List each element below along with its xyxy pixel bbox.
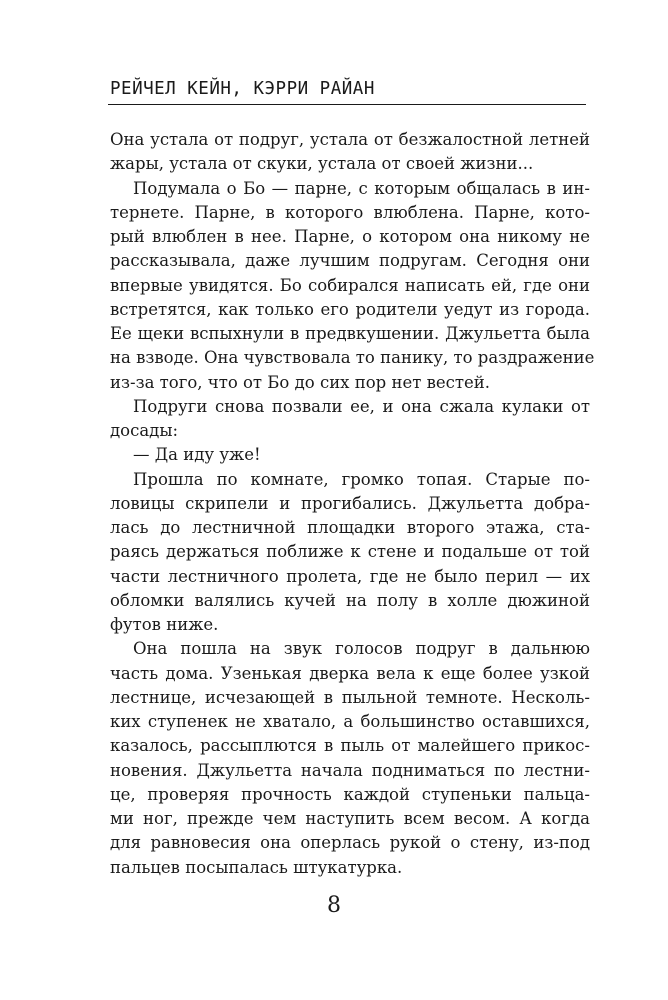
text-line: лась до лестничной площадки второго этажа, ста- bbox=[110, 518, 590, 537]
text-line: части лестничного пролета, где не было перил — их bbox=[110, 566, 590, 586]
text-line: казалось, рассыплются в пыль от малейшего прикос- bbox=[110, 736, 590, 756]
text-line: — Да иду уже! bbox=[133, 445, 261, 465]
text-line: ловицы скрипели и прогибались. Джульетта добра- bbox=[110, 493, 590, 513]
text-line: ми ног, прежде чем наступить всем весом. А когда bbox=[110, 809, 590, 828]
body-text bbox=[110, 128, 595, 880]
text-line: Ее щеки вспыхнули в предвкушении. Джульетта была bbox=[110, 324, 590, 343]
text-line: ких ступенек не хватало, а большинство оставшихся, bbox=[110, 712, 590, 731]
header-rule bbox=[108, 104, 586, 105]
text-line: пальцев посыпалась штукатурка. bbox=[110, 857, 403, 877]
text-line: для равновесия она оперлась рукой о стену, из-под bbox=[110, 833, 590, 853]
text-line: впервые увидятся. Бо собирался написать ей, где они bbox=[110, 275, 590, 295]
text-line: из-за того, что от Бо до сих пор нет вестей. bbox=[110, 372, 491, 392]
text-line: Подумала о Бо — парне, с которым общалась в ин- bbox=[133, 178, 590, 198]
running-head: РЕЙЧЕЛ КЕЙН, КЭРРИ РАЙАН bbox=[110, 79, 375, 99]
text-line: рый влюблен в нее. Парне, о котором она никому не bbox=[110, 227, 590, 246]
text-line: футов ниже. bbox=[110, 615, 219, 634]
text-line: лестнице, исчезающей в пыльной темноте. Несколь- bbox=[110, 687, 590, 707]
text-line: жары, устала от скуки, устала от своей жизни... bbox=[110, 154, 534, 174]
text-line: це, проверяя прочность каждой ступеньки пальца- bbox=[110, 784, 590, 804]
text-line: раясь держаться поближе к стене и подальше от той bbox=[110, 542, 590, 562]
text-line: Подруги снова позвали ее, и она сжала кулаки от bbox=[133, 396, 590, 416]
text-line: новения. Джульетта начала подниматься по лестни- bbox=[110, 760, 590, 780]
text-line: на взводе. Она чувствовала то панику, то раздражение bbox=[110, 348, 595, 368]
text-line: часть дома. Узенькая дверка вела к еще более узкой bbox=[110, 663, 590, 683]
text-line: рассказывала, даже лучшим подругам. Сегодня они bbox=[110, 251, 590, 271]
text-line: досады: bbox=[110, 421, 179, 440]
text-line: встретятся, как только его родители уедут из города. bbox=[110, 299, 590, 319]
text-line: тернете. Парне, в которого влюблена. Парне, кото- bbox=[110, 202, 590, 222]
text-line: Она пошла на звук голосов подруг в дальнюю bbox=[133, 639, 590, 659]
text-line: обломки валялись кучей на полу в холле дюжиной bbox=[110, 590, 590, 610]
text-line: Она устала от подруг, устала от безжалостной летней bbox=[110, 130, 590, 149]
page-number: 8 bbox=[327, 893, 341, 918]
text-line: Прошла по комнате, громко топая. Старые по- bbox=[133, 469, 590, 489]
